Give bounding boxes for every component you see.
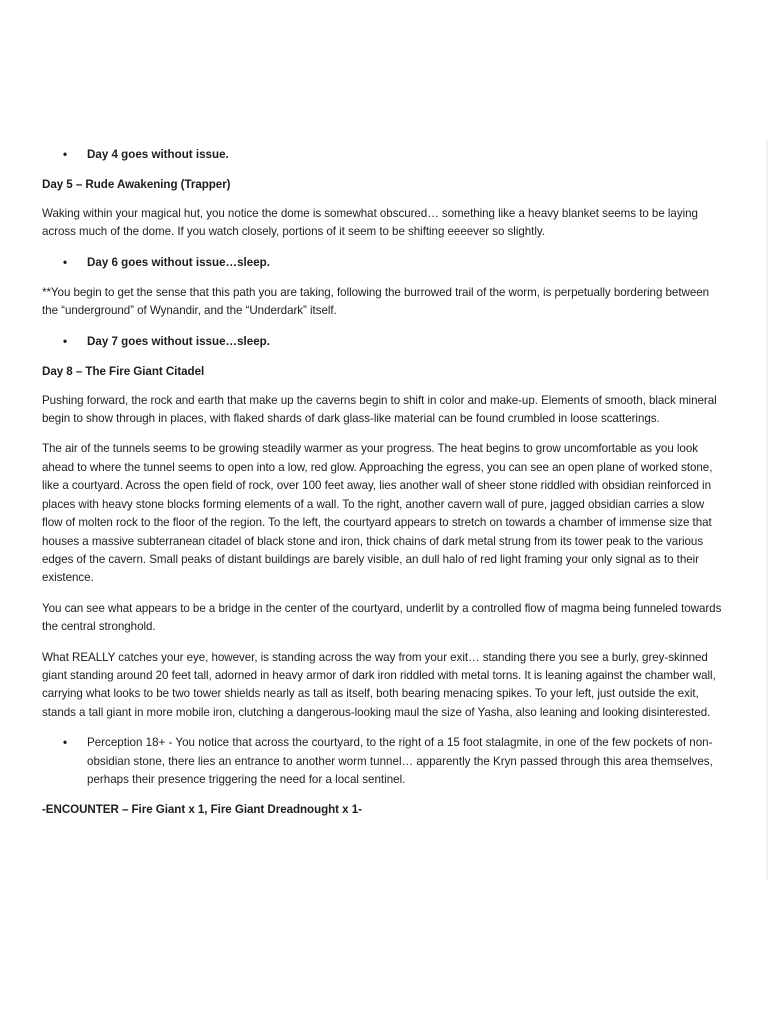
document-page: [42, 146, 722, 830]
encounter-line: -ENCOUNTER – Fire Giant x 1, Fire Giant Dreadnought x 1-: [42, 803, 362, 817]
paragraph-note: **You begin to get the sense that this path you are taking, following the burrowed trail of the worm, is perpetually bordering between the “underground” of Wynandir, and the “Underdark” itself.: [42, 286, 710, 318]
heading-day8: Day 8 – The Fire Giant Citadel: [42, 365, 205, 379]
bullet-item-perception: • Perception 18+ - You notice that across the courtyard, to the right of a 15 foot stalagmite, in one of the few pockets of non-obsidian stone, there lies an entrance to another worm tunnel… apparently the Kryn passed through this area themselves, perhaps their presence triggering the need for a local sentinel.: [42, 734, 722, 789]
paragraph-day8-1: Pushing forward, the rock and earth that make up the caverns begin to shift in color and make-up. Elements of smooth, black mineral begin to show through in places, with flaked shards of dark glass-like material can be found crumbled in loose scatterings.: [42, 393, 717, 426]
bullet-item-day6: • Day 6 goes without issue…sleep.: [42, 254, 722, 272]
paragraph-day8-3: You can see what appears to be a bridge in the center of the courtyard, underlit by a controlled flow of magma being funneled towards the central stronghold.: [42, 601, 722, 634]
heading-day5: Day 5 – Rude Awakening (Trapper): [42, 178, 231, 192]
paragraph-day8-4: What REALLY catches your eye, however, is standing across the way from your exit… standing there you see a burly, grey-skinned giant standing around 20 feet tall, adorned in heavy armor of dark iron riddled with metal torns. It is leaning against the chamber wall, carrying what looks to be two tower shields nearly as tall as itself, both bearing menacing spikes. To your left, just outside the exit, stands a tall giant in more mobile iron, clutching a dangerous-looking maul the size of Yasha, also leaning and looking disinterested.: [42, 650, 716, 719]
paragraph-day8-2: The air of the tunnels seems to be growing steadily warmer as your progress. The heat begins to grow uncomfortable as you look ahead to where the tunnel seems to open into a low, red glow. Approaching the egress, you can see an open plane of worked stone, like a courtyard. Across the open field of rock, over 100 feet away, lies another wall of sheer stone riddled with obsidian reinforced in places with heavy stone blocks forming elements of a wall. To the right, another cavern wall of pure, jagged obsidian carries a slow flow of molten rock to the floor of the region. To the left, the courtyard appears to stretch on towards a chamber of immense size that houses a massive subterranean citadel of black stone and iron, thick chains of dark metal strung from its tower peak to the various edges of the cavern. Small peaks of distant buildings are barely visible, an dull halo of red light framing your only signal as to their existence.: [42, 442, 713, 585]
bullet-list-day4: [42, 146, 722, 164]
bullet-list-day6: [42, 254, 722, 272]
bullet-list-day7: [42, 333, 722, 351]
paragraph-day5: Waking within your magical hut, you notice the dome is somewhat obscured… something like a heavy blanket seems to be laying across much of the dome. If you watch closely, portions of it seem to be shifting eeeever so slightly.: [42, 206, 698, 239]
bullet-item-day4: • Day 4 goes without issue.: [42, 146, 722, 164]
bullet-list-perception: [42, 734, 722, 789]
bullet-item-day7: • Day 7 goes without issue…sleep.: [42, 333, 722, 351]
